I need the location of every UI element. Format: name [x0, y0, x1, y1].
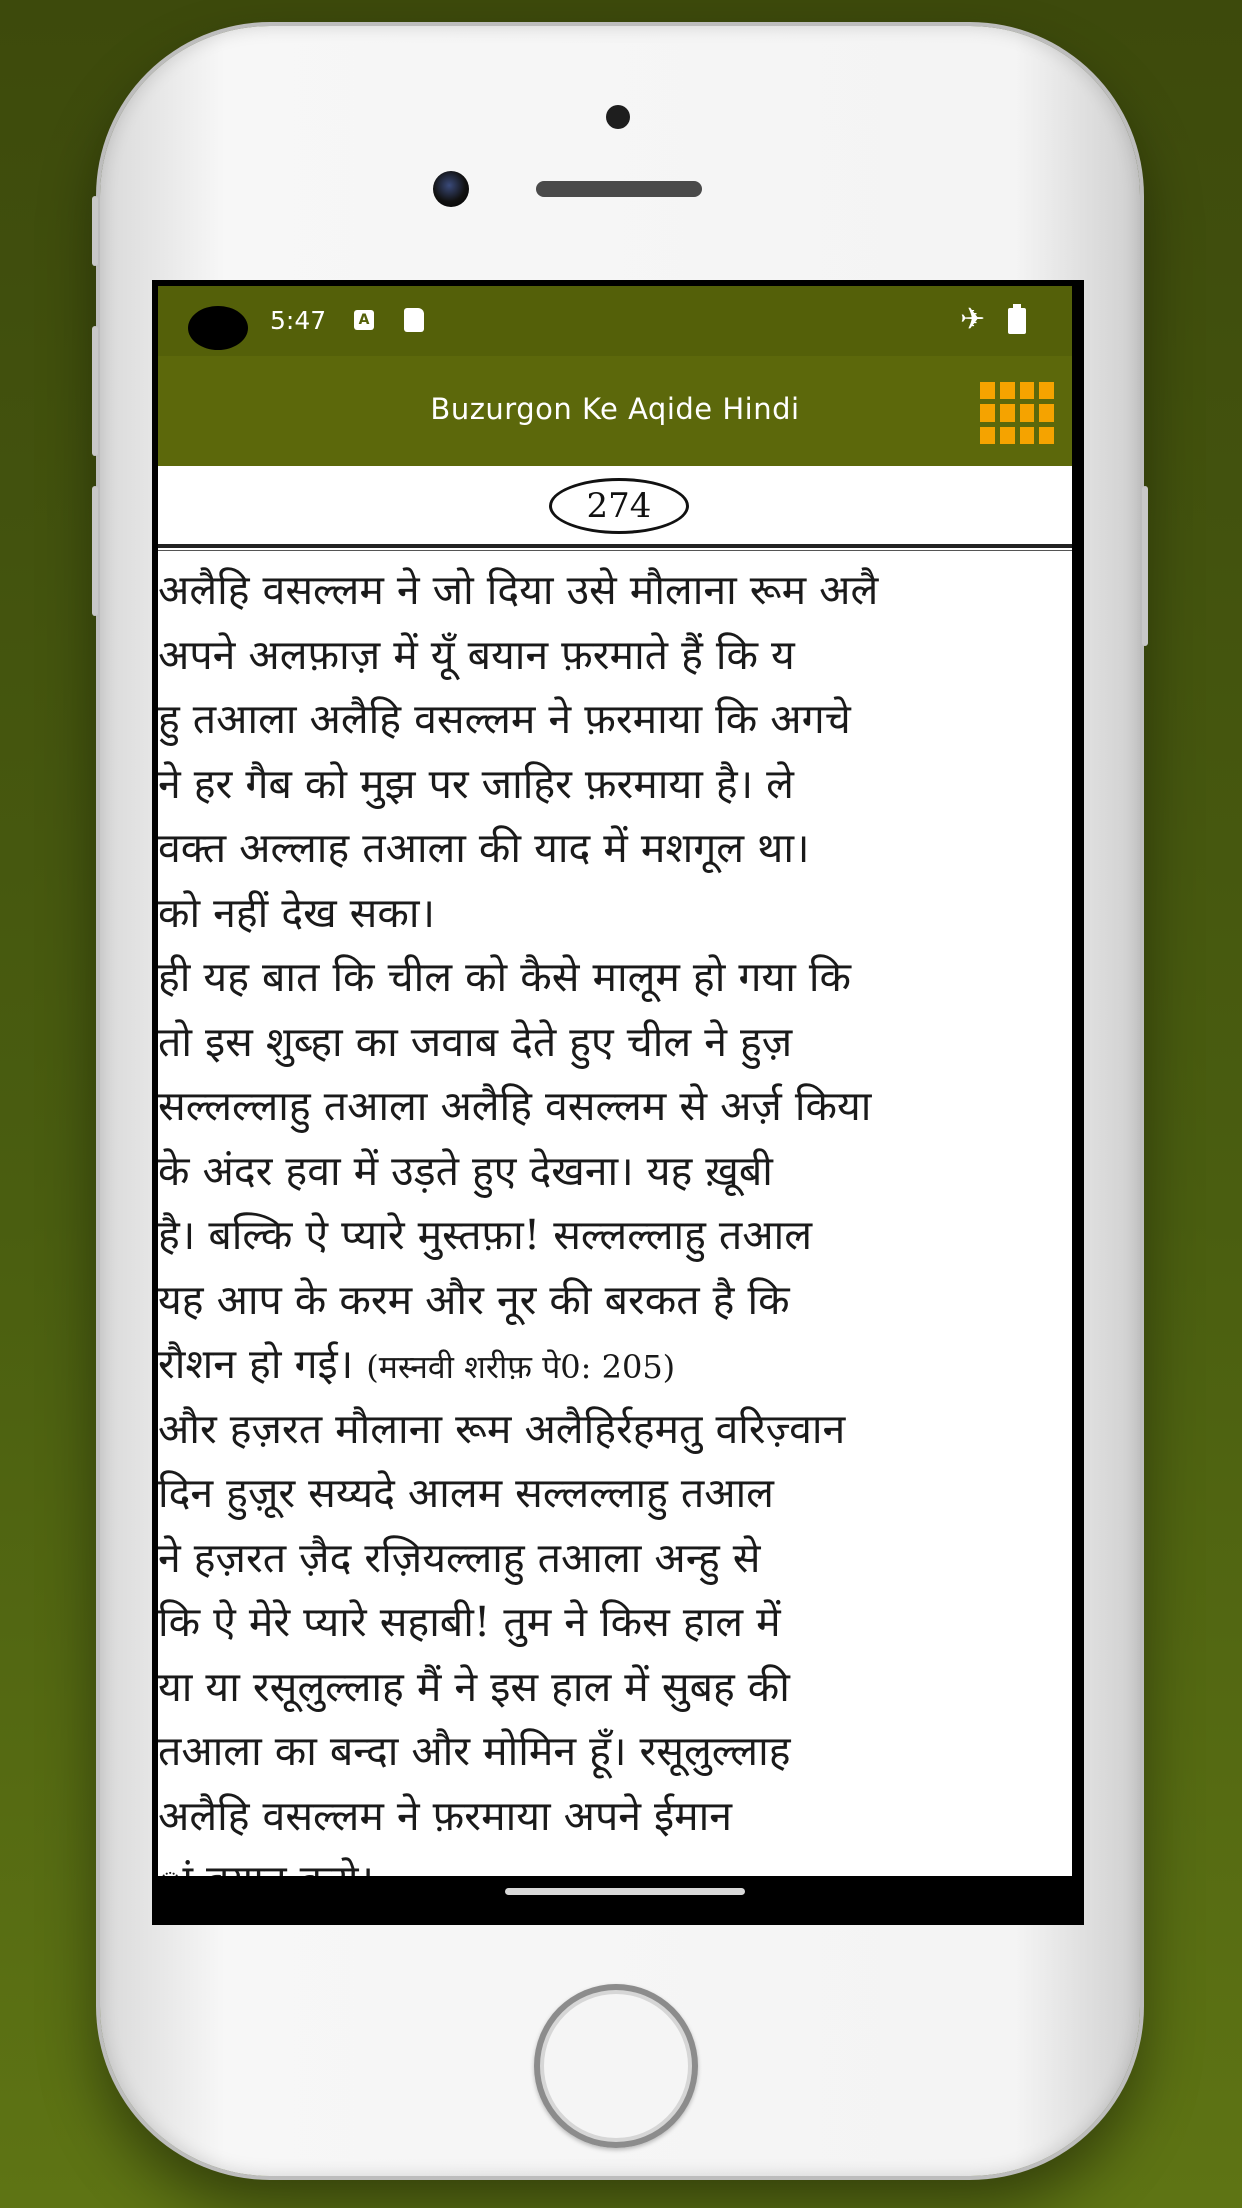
page-header-rule-thin — [158, 550, 1072, 551]
earpiece-speaker — [536, 181, 702, 197]
camera-cutout — [188, 306, 248, 350]
text-line: ने हज़रत ज़ैद रज़ियल्लाहु तआला अन्हु से — [158, 1533, 761, 1582]
app-title: Buzurgon Ke Aqide Hindi — [430, 392, 800, 426]
book-page[interactable] — [158, 466, 1072, 1876]
status-bar — [158, 286, 1072, 356]
text-line: को नहीं देख सका। — [158, 888, 436, 937]
text-line-with-reference — [158, 1332, 1072, 1397]
home-button[interactable] — [534, 1984, 698, 2148]
text-line: सल्लल्लाहु तआला अलैहि वसल्लम से अर्ज़ किया — [158, 1082, 872, 1130]
text-line: तो इस शुब्हा का जवाब देते हुए चील ने हुज़ — [158, 1017, 793, 1066]
text-line: अलैहि वसल्लम ने फ़रमाया अपने ईमान — [158, 1791, 733, 1840]
status-time: 5:47 — [270, 306, 327, 335]
battery-icon — [1008, 308, 1026, 334]
page-text — [158, 558, 1072, 1913]
sd-card-icon — [404, 308, 424, 332]
silent-switch — [92, 196, 98, 266]
text-line: के अंदर हवा में उड़ते हुए देखना। यह ख़ूबी — [158, 1146, 773, 1195]
front-camera — [433, 171, 469, 207]
text-line: कि ऐ मेरे प्यारे सहाबी! तुम ने किस हाल में — [158, 1598, 781, 1646]
citation-reference: (मस्नवी शरीफ़ पे0: 205) — [366, 1348, 676, 1386]
text-line: हु तआला अलैहि वसल्लम ने फ़रमाया कि अगचे — [158, 695, 851, 743]
text-line: दिन हुज़ूर सय्यदे आलम सल्लल्लाहु तआल — [158, 1469, 774, 1517]
page-number: 274 — [549, 478, 689, 534]
text-line: और हज़रत मौलाना रूम अलैहिर्रहमतु वरिज़्वान — [158, 1404, 846, 1453]
text-line: अलैहि वसल्लम ने जो दिया उसे मौलाना रूम अलै — [158, 566, 879, 614]
gesture-handle[interactable] — [505, 1888, 745, 1895]
text-line: या या रसूलुल्लाह मैं ने इस हाल में सुबह की — [158, 1662, 790, 1711]
volume-up-button — [92, 326, 98, 456]
text-line: वक्त अल्लाह तआला की याद में मशगूल था। — [158, 824, 810, 872]
text-line: यह आप के करम और नूर की बरकत है कि — [158, 1275, 790, 1324]
grid-menu-icon[interactable] — [980, 382, 1054, 444]
volume-down-button — [92, 486, 98, 616]
airplane-mode-icon: ✈ — [960, 302, 986, 337]
text-line: है। बल्कि ऐ प्यारे मुस्तफ़ा! सल्लल्लाहु तआल — [158, 1211, 812, 1259]
text-line: अपने अलफ़ाज़ में यूँ बयान फ़रमाते हैं कि य — [158, 630, 795, 679]
navigation-bar — [158, 1876, 1072, 1919]
text-line: ही यह बात कि चील को कैसे मालूम हो गया कि — [158, 953, 851, 1001]
power-button — [1142, 486, 1148, 646]
text-line-content: रौशन हो गई। — [158, 1340, 354, 1388]
app-toolbar — [158, 356, 1072, 466]
text-line: ने हर गैब को मुझ पर जाहिर फ़रमाया है। ले — [158, 759, 794, 808]
device-screen — [152, 280, 1084, 1925]
page-header-rule — [158, 544, 1072, 548]
text-notification-icon: A — [354, 310, 374, 330]
text-line: तआला का बन्दा और मोमिन हूँ। रसूलुल्लाह — [158, 1727, 791, 1775]
proximity-sensor — [606, 105, 630, 129]
